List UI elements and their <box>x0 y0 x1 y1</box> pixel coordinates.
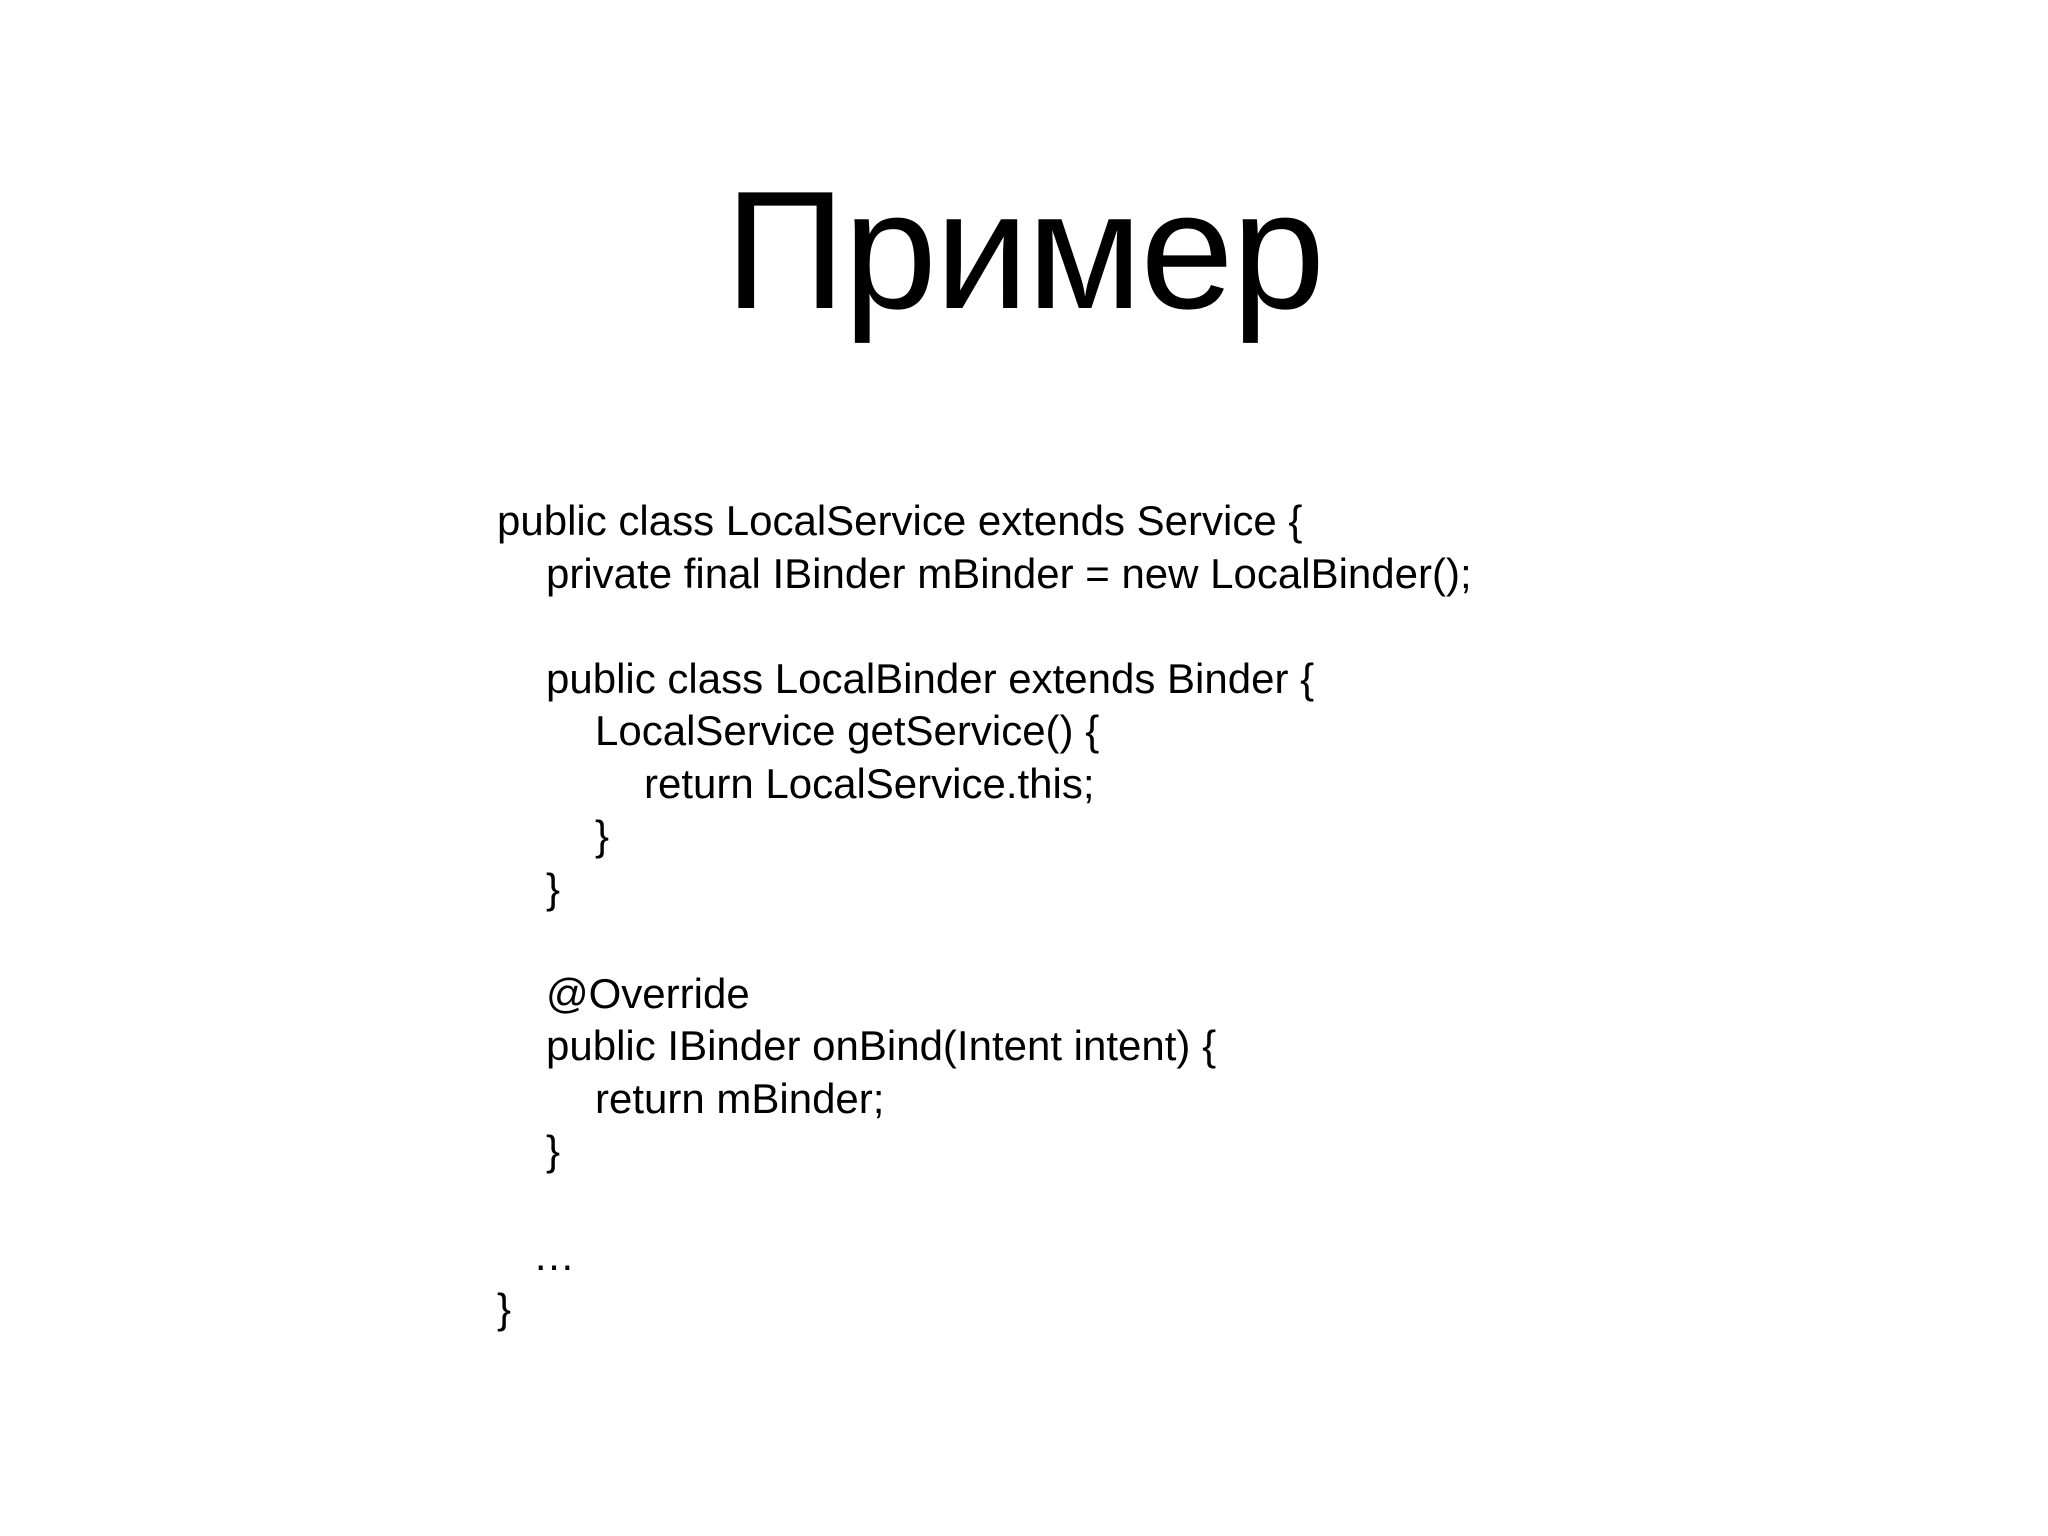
code-line: return mBinder; <box>595 1074 885 1122</box>
code-line: public IBinder onBind(Intent intent) { <box>546 1022 1217 1069</box>
code-line: return LocalService.this; <box>644 759 1095 807</box>
code-line: } <box>546 1127 561 1174</box>
code-line: } <box>595 812 610 859</box>
code-line-blank <box>497 1178 1472 1231</box>
code-line-blank <box>497 600 1472 653</box>
code-line-ellipsis: … <box>533 1232 575 1279</box>
code-line: } <box>497 1284 512 1332</box>
code-line: } <box>546 864 561 912</box>
code-line: @Override <box>546 969 750 1017</box>
code-line-blank <box>497 915 1472 968</box>
code-line: public class LocalService extends Service { <box>497 497 1303 544</box>
slide-title: Пример <box>724 156 1324 344</box>
code-line: public class LocalBinder extends Binder { <box>546 654 1315 702</box>
code-line: LocalService getService() { <box>595 707 1100 754</box>
code-line: private final IBinder mBinder = new LocalBinder(); <box>546 549 1472 597</box>
code-block <box>497 495 1472 1335</box>
